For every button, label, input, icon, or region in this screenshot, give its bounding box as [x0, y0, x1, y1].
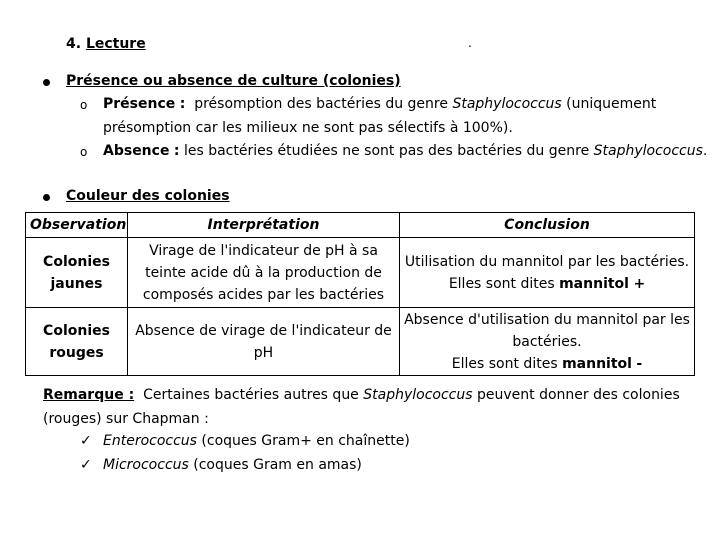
conclusion-text: Elles sont dites — [451, 355, 558, 372]
remark-line — [43, 387, 680, 403]
remark-item — [103, 457, 362, 473]
conclusion-term: mannitol — [559, 275, 629, 292]
interpretation-line: Absence de virage de l'indicateur de — [135, 322, 392, 339]
remark-label: Remarque : — [43, 387, 135, 403]
interpretation-line: pH — [253, 344, 274, 361]
presence-text: présomption des bactéries du genre — [194, 96, 448, 112]
colour-heading: Couleur des colonies — [66, 188, 230, 204]
absence-end: . — [702, 143, 708, 159]
absence-item — [103, 143, 707, 159]
hollow-bullet-icon: o — [80, 145, 88, 159]
interpretation-line: composés acides par les bactéries — [142, 286, 385, 303]
absence-genus: Staphylococcus — [593, 143, 703, 159]
header-observation: Observation — [26, 213, 128, 238]
conclusion-cell — [400, 308, 695, 376]
interpretation-cell — [128, 238, 400, 308]
section-title — [66, 36, 146, 52]
presence-genus: Staphylococcus — [452, 96, 562, 112]
remark-item — [103, 433, 410, 449]
filled-bullet-icon — [43, 79, 50, 86]
observation-line: Colonies — [43, 253, 110, 270]
colonies-table — [25, 212, 695, 376]
remark-genus: Staphylococcus — [363, 387, 473, 403]
conclusion-line — [400, 273, 694, 295]
remark-line2: (rouges) sur Chapman : — [43, 411, 209, 427]
observation-line: jaunes — [50, 275, 103, 292]
conclusion-line: Absence d'utilisation du mannitol par les — [404, 311, 690, 328]
presence-text-line2: présomption car les milieux ne sont pas sélectifs à 100%). — [103, 120, 513, 136]
presence-heading: Présence ou absence de culture (colonies) — [66, 73, 401, 89]
conclusion-sign: - — [636, 355, 643, 372]
observation-line: Colonies — [43, 322, 110, 339]
conclusion-line: Utilisation du mannitol par les bactéries. — [404, 253, 690, 270]
presence-separator: : — [179, 96, 186, 112]
remark-item-desc: (coques Gram en amas) — [193, 457, 362, 473]
conclusion-line: bactéries. — [512, 333, 582, 350]
absence-label: Absence — [103, 143, 170, 159]
observation-cell — [26, 238, 128, 308]
table-row — [26, 308, 695, 376]
presence-label: Présence — [103, 96, 176, 112]
presence-text-end: (uniquement — [566, 96, 657, 112]
table-row — [26, 238, 695, 308]
conclusion-term: mannitol — [562, 355, 632, 372]
observation-cell — [26, 308, 128, 376]
table-header-row — [26, 213, 695, 238]
filled-bullet-icon — [43, 194, 50, 201]
interpretation-cell — [128, 308, 400, 376]
header-conclusion: Conclusion — [400, 213, 695, 238]
stray-dot: . — [468, 36, 472, 50]
conclusion-sign: + — [633, 275, 646, 292]
remark-item-genus: Enterococcus — [103, 433, 197, 449]
conclusion-line — [400, 353, 694, 375]
check-mark-icon: ✓ — [80, 457, 92, 473]
interpretation-line: teinte acide dû à la production de — [145, 264, 382, 281]
absence-text: les bactéries étudiées ne sont pas des bactéries du genre — [183, 143, 590, 159]
check-mark-icon: ✓ — [80, 433, 92, 449]
header-interpretation: Interprétation — [128, 213, 400, 238]
section-number: 4. — [66, 36, 82, 52]
hollow-bullet-icon: o — [80, 98, 88, 112]
remark-item-genus: Micrococcus — [103, 457, 189, 473]
section-title-text: Lecture — [85, 36, 146, 52]
presence-item — [103, 96, 656, 112]
interpretation-line: Virage de l'indicateur de pH à sa — [149, 242, 378, 259]
absence-separator: : — [173, 143, 180, 159]
conclusion-text: Elles sont dites — [448, 275, 555, 292]
remark-text: Certaines bactéries autres que — [143, 387, 359, 403]
remark-item-desc: (coques Gram+ en chaînette) — [201, 433, 410, 449]
conclusion-cell — [400, 238, 695, 308]
remark-text-end: peuvent donner des colonies — [477, 387, 680, 403]
observation-line: rouges — [49, 344, 104, 361]
